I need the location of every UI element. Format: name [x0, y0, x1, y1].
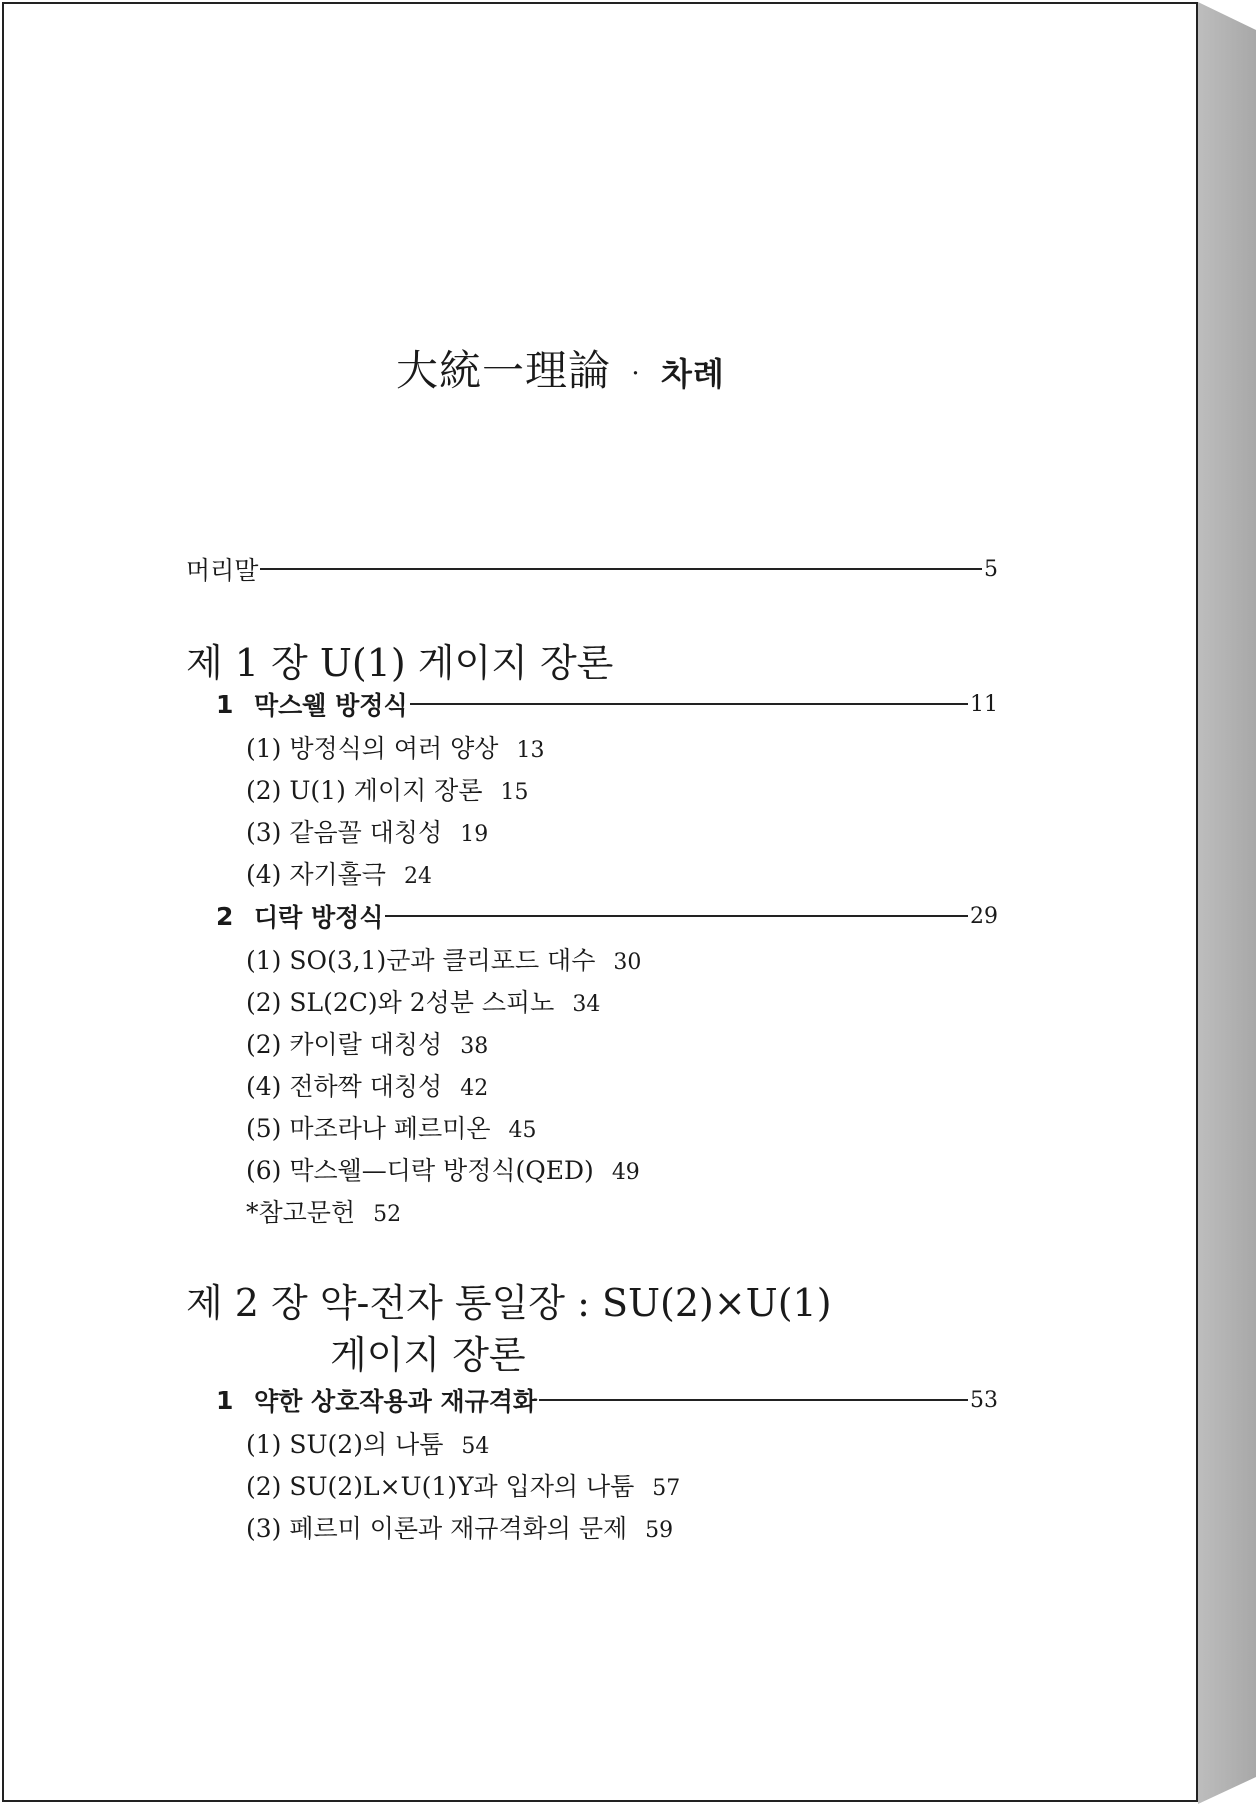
- leader-line: [260, 568, 982, 570]
- toc-item[interactable]: [246, 941, 641, 977]
- item-label: *참고문헌: [246, 1198, 356, 1227]
- toc-section-1-1[interactable]: [216, 686, 998, 722]
- page-title: [396, 338, 725, 398]
- toc-preface[interactable]: [186, 551, 998, 587]
- toc-item[interactable]: [246, 855, 432, 891]
- toc-section-2-1[interactable]: [216, 1382, 998, 1418]
- toc-item[interactable]: [246, 1025, 488, 1061]
- section-page: 53: [970, 1387, 998, 1413]
- section-label: 막스웰 방정식: [254, 691, 408, 720]
- leader-line: [385, 915, 968, 917]
- item-page: 52: [373, 1202, 402, 1227]
- item-label: (3) 페르미 이론과 재규격화의 문제: [246, 1514, 628, 1543]
- toc-item[interactable]: [246, 983, 600, 1019]
- item-label: (1) SU(2)의 나툼: [246, 1430, 444, 1459]
- item-label: (2) 카이랄 대칭성: [246, 1030, 443, 1059]
- toc-item[interactable]: [246, 1467, 680, 1503]
- toc-item[interactable]: [246, 1151, 640, 1187]
- item-label: (4) 자기홀극: [246, 860, 386, 889]
- chapter-1-title[interactable]: 제 1 장 U(1) 게이지 장론: [186, 641, 614, 685]
- section-number: 1: [216, 1385, 234, 1415]
- item-page: 59: [645, 1518, 674, 1543]
- leader-line: [539, 1399, 968, 1401]
- item-page: 54: [461, 1434, 490, 1459]
- item-page: 24: [403, 864, 432, 889]
- title-sub: 차례: [661, 355, 725, 393]
- section-number: 2: [216, 901, 234, 931]
- item-label: (5) 마조라나 페르미온: [246, 1114, 491, 1143]
- section-label: 디락 방정식: [254, 903, 384, 932]
- section-number: 1: [216, 689, 234, 719]
- preface-label: 머리말: [186, 556, 259, 585]
- item-label: (2) SL(2C)와 2성분 스피노: [246, 988, 555, 1017]
- section-label: 약한 상호작용과 재규격화: [254, 1387, 538, 1416]
- item-page: 34: [572, 992, 601, 1017]
- item-label: (1) SO(3,1)군과 클리포드 대수: [246, 946, 596, 975]
- section-page: 11: [970, 691, 998, 717]
- title-separator: ·: [631, 359, 641, 389]
- item-page: 57: [652, 1476, 681, 1501]
- item-label: (3) 같음꼴 대칭성: [246, 818, 443, 847]
- item-page: 19: [460, 822, 489, 847]
- toc-item[interactable]: [246, 1109, 537, 1145]
- toc-item[interactable]: [246, 729, 544, 765]
- section-page: 29: [970, 903, 998, 929]
- toc-item[interactable]: [246, 1509, 673, 1545]
- toc-section-1-2[interactable]: [216, 898, 998, 934]
- item-page: 45: [508, 1118, 537, 1143]
- book-spine: [1198, 2, 1256, 1804]
- item-page: 49: [611, 1160, 640, 1185]
- preface-page: 5: [984, 556, 998, 582]
- item-label: (1) 방정식의 여러 양상: [246, 734, 499, 763]
- item-page: 30: [613, 950, 642, 975]
- leader-line: [410, 703, 968, 705]
- item-page: 13: [516, 738, 545, 763]
- item-page: 38: [460, 1034, 489, 1059]
- item-label: (2) SU(2)L×U(1)Y과 입자의 나툼: [246, 1472, 635, 1501]
- toc-item[interactable]: [246, 771, 529, 807]
- toc-item[interactable]: [246, 1425, 489, 1461]
- item-label: (2) U(1) 게이지 장론: [246, 776, 483, 805]
- item-page: 42: [460, 1076, 489, 1101]
- chapter-2-title-continued[interactable]: 게이지 장론: [330, 1333, 526, 1377]
- toc-item[interactable]: [246, 1067, 488, 1103]
- toc-item[interactable]: [246, 813, 488, 849]
- item-label: (6) 막스웰—디락 방정식(QED): [246, 1156, 594, 1185]
- chapter-2-title[interactable]: 제 2 장 약-전자 통일장 : SU(2)×U(1): [186, 1281, 832, 1325]
- title-main: 大統一理論: [396, 346, 612, 395]
- item-page: 15: [500, 780, 529, 805]
- toc-item[interactable]: [246, 1193, 401, 1229]
- item-label: (4) 전하짝 대칭성: [246, 1072, 443, 1101]
